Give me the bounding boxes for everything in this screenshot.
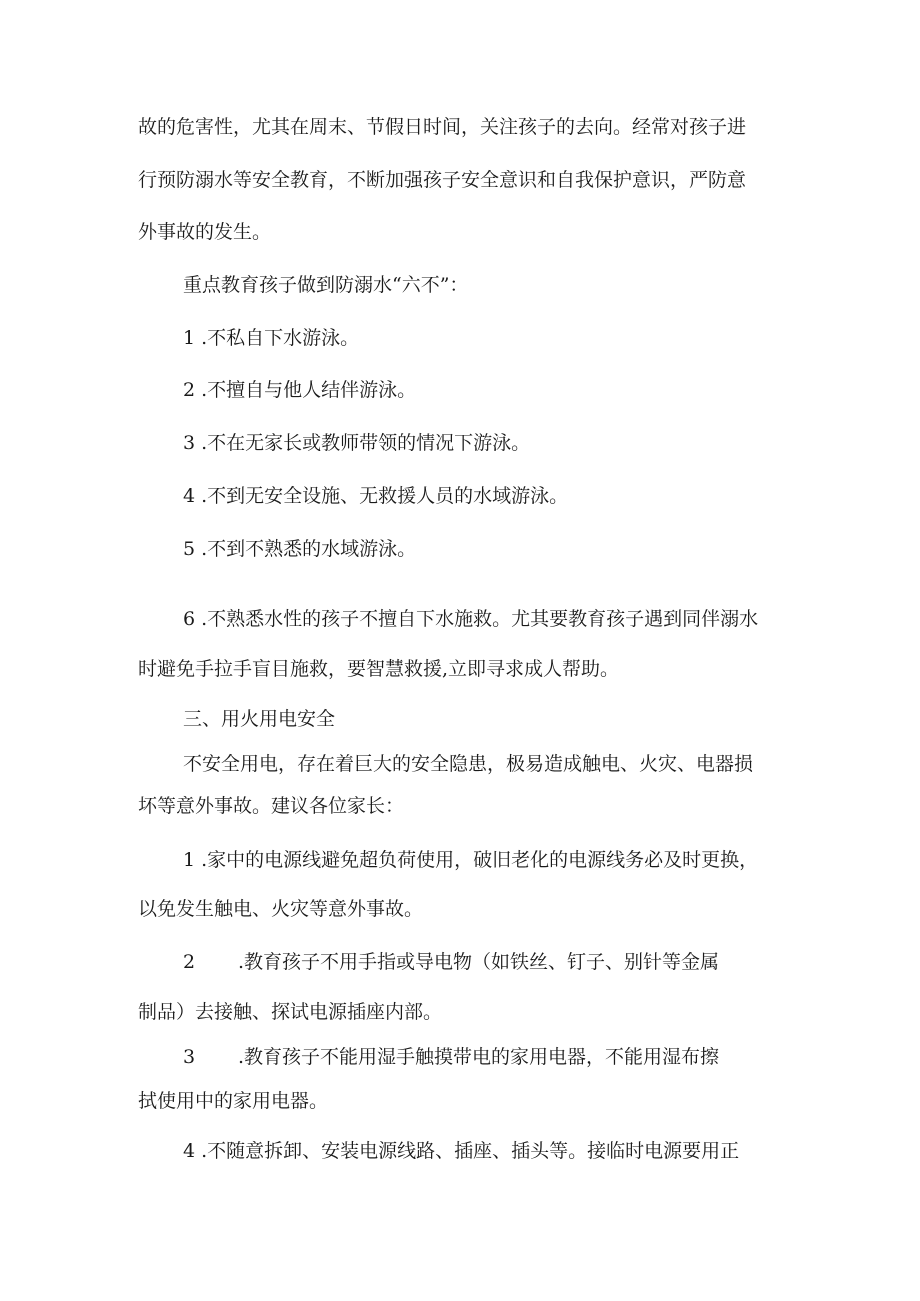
section-heading: 三、用火用电安全 xyxy=(183,708,336,730)
body-text-line: 外事故的发生。 xyxy=(138,221,272,243)
list-item: .教育孩子不用手指或导电物（如铁丝、钉子、别针等金属 xyxy=(238,951,720,973)
body-text-line: 拭使用中的家用电器。 xyxy=(138,1090,329,1112)
list-item-number: 3 xyxy=(183,1046,196,1068)
body-text-line: 故的危害性，尤其在周末、节假日时间，关注孩子的去向。经常对孩子进 xyxy=(138,116,747,138)
body-text-line: 时避免手拉手盲目施救，要智慧救援,立即寻求成人帮助。 xyxy=(138,658,620,680)
list-item: 1 .不私自下水游泳。 xyxy=(183,327,360,349)
list-item: 1 .家中的电源线避免超负荷使用，破旧老化的电源线务必及时更换， xyxy=(183,849,759,871)
body-text-line: 以免发生触电、火灾等意外事故。 xyxy=(138,898,424,920)
list-item-number: 2 xyxy=(183,951,196,973)
body-text-line: 不安全用电，存在着巨大的安全隐患，极易造成触电、火灾、电器损 xyxy=(183,753,754,775)
body-text-line: 坏等意外事故。建议各位家长： xyxy=(138,795,405,817)
list-item: 6 .不熟悉水性的孩子不擅自下水施救。尤其要教育孩子遇到同伴溺水 xyxy=(183,608,759,630)
list-item: 4 .不随意拆卸、安装电源线路、插座、插头等。接临时电源要用正 xyxy=(183,1140,740,1162)
body-text-line: 制品）去接触、探试电源插座内部。 xyxy=(138,1001,443,1023)
list-item: .教育孩子不能用湿手触摸带电的家用电器，不能用湿布擦 xyxy=(238,1046,720,1068)
body-text-line: 重点教育孩子做到防溺水“六不”： xyxy=(183,274,469,296)
body-text-line: 行预防溺水等安全教育，不断加强孩子安全意识和自我保护意识，严防意 xyxy=(138,169,747,191)
list-item: 2 .不擅自与他人结伴游泳。 xyxy=(183,379,417,401)
list-item: 5 .不到不熟悉的水域游泳。 xyxy=(183,538,417,560)
list-item: 3 .不在无家长或教师带领的情况下游泳。 xyxy=(183,432,531,454)
list-item: 4 .不到无安全设施、无救援人员的水域游泳。 xyxy=(183,485,569,507)
